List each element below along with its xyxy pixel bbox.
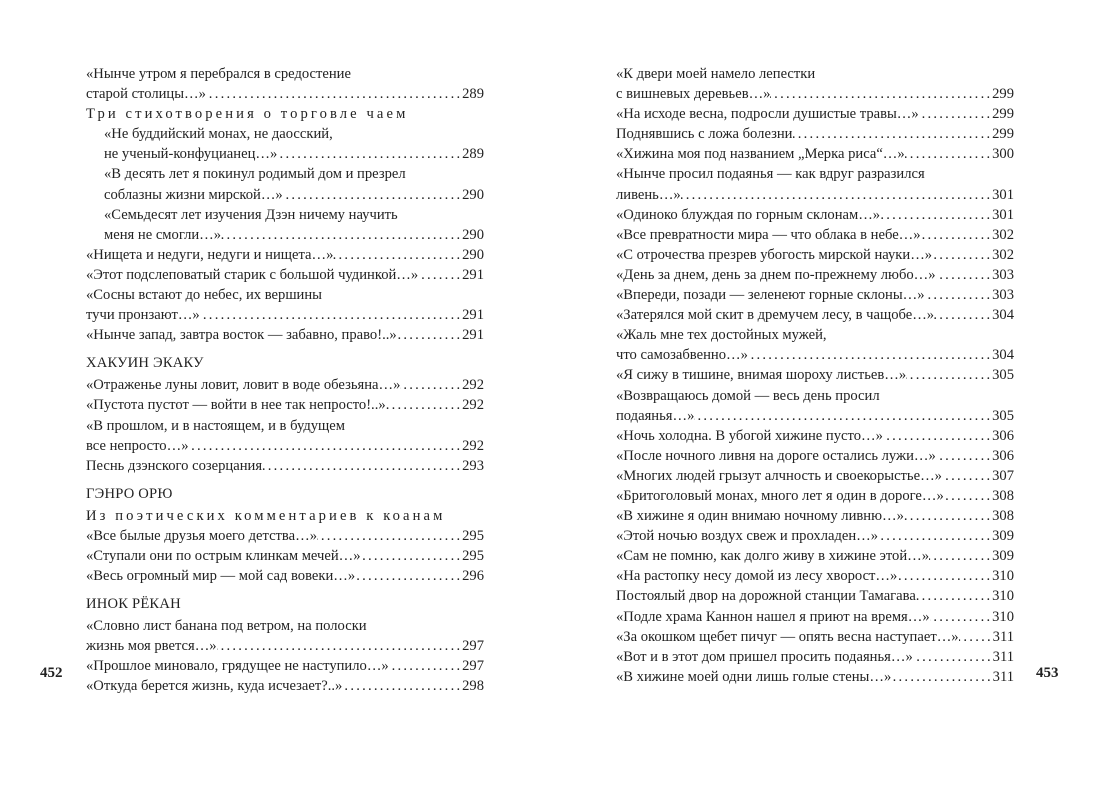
toc-entry-line <box>86 436 484 456</box>
dot-leader <box>400 375 460 395</box>
dot-leader <box>906 365 990 385</box>
toc-entry-title: старой столицы…» <box>86 86 206 103</box>
toc-entry[interactable] <box>616 526 1014 546</box>
toc-entry-line <box>86 375 484 395</box>
dot-leader <box>934 305 990 325</box>
dot-leader <box>277 144 460 164</box>
toc-entry-line <box>616 144 1014 164</box>
toc-entry[interactable] <box>616 285 1014 305</box>
toc-entry[interactable] <box>616 607 1014 627</box>
toc-entry-title: тучи пронзают…» <box>86 307 200 324</box>
toc-entry-title: «Отраженье луны ловит, ловит в воде обезьяна…» <box>86 377 401 394</box>
toc-entry-title: «Этой ночью воздух свеж и прохладен…» <box>616 528 879 545</box>
toc-entry-line <box>616 506 1014 526</box>
toc-entry[interactable] <box>86 285 484 325</box>
toc-entry-line <box>86 185 484 205</box>
dot-leader <box>921 225 991 245</box>
toc-entry[interactable] <box>86 245 484 265</box>
toc-entry-title: Песнь дзэнского созерцания <box>86 457 263 474</box>
toc-entry-title: «Сосны встают до небес, их вершины <box>86 287 322 304</box>
toc-entry[interactable] <box>616 305 1014 325</box>
toc-entry-line <box>86 64 484 84</box>
toc-page-number: 304 <box>992 307 1014 324</box>
toc-entry-title: «Нынче просил подаянья — как вдруг разразился <box>616 166 925 183</box>
toc-page-number: 299 <box>992 86 1014 103</box>
toc-entry-title: «Сам не помню, как долго живу в хижине этой…» <box>616 548 930 565</box>
toc-entry-title: «За окошком щебет пичуг — опять весна наступает…» <box>616 628 959 645</box>
dot-leader <box>389 656 460 676</box>
toc-entry-title: «В хижине я один внимаю ночному ливню…» <box>616 508 904 525</box>
toc-entry-line <box>616 305 1014 325</box>
toc-page-number: 302 <box>992 226 1014 243</box>
toc-entry-title: «Этот подслеповатый старик с большой чудинкой…» <box>86 266 419 283</box>
dot-leader <box>897 566 990 586</box>
toc-entry-title: «В прошлом, и в настоящем, и в будущем <box>86 417 345 434</box>
toc-entry-line <box>86 546 484 566</box>
toc-entry-line <box>616 526 1014 546</box>
section-subheading: Из поэтических комментариев к коанам <box>86 507 446 524</box>
toc-page-number: 292 <box>462 397 484 414</box>
toc-entry[interactable] <box>616 225 1014 245</box>
toc-page-number: 290 <box>462 186 484 203</box>
toc-entry-line <box>86 164 484 184</box>
toc-page-number: 301 <box>992 206 1014 223</box>
toc-entry-line <box>86 285 484 305</box>
toc-entry-line <box>86 225 484 245</box>
dot-leader <box>770 84 990 104</box>
toc-entry-title: «Возвращаюсь домой — весь день просил <box>616 387 880 404</box>
toc-entry-title: «К двери моей намело лепестки <box>616 66 816 82</box>
toc-entry-title: «Многих людей грызут алчность и своекорыстье…» <box>616 467 942 484</box>
toc-page-number: 289 <box>462 86 484 103</box>
toc-entry-line <box>616 586 1014 606</box>
toc-page-number: 289 <box>462 146 484 163</box>
toc-page-number: 308 <box>992 487 1014 504</box>
dot-leader <box>355 566 460 586</box>
toc-page-number: 297 <box>462 658 484 675</box>
toc-entry-title: «Бритоголовый монах, много лет я один в дороге…» <box>616 487 944 504</box>
left-page-toc <box>86 64 484 697</box>
toc-entry-title: с вишневых деревьев…» <box>616 86 771 103</box>
page-number-right: 453 <box>1036 665 1059 681</box>
toc-entry[interactable] <box>616 667 1014 687</box>
toc-entry-title: что самозабвенно…» <box>616 347 748 364</box>
toc-page-number: 307 <box>992 467 1014 484</box>
toc-entry-line <box>616 607 1014 627</box>
toc-entry-line <box>86 616 484 636</box>
toc-entry-title: «Ночь холодна. В убогой хижине пусто…» <box>616 427 883 444</box>
toc-entry[interactable] <box>616 426 1014 446</box>
toc-entry[interactable] <box>86 566 484 586</box>
toc-entry-line <box>616 667 1014 687</box>
toc-page-number: 295 <box>462 527 484 544</box>
toc-page-number: 306 <box>992 427 1014 444</box>
dot-leader <box>793 124 991 144</box>
toc-entry-line <box>616 285 1014 305</box>
dot-leader <box>262 456 460 476</box>
toc-entry-line <box>616 225 1014 245</box>
dot-leader <box>883 426 990 446</box>
dot-leader <box>878 526 990 546</box>
toc-entry-line <box>86 205 484 225</box>
toc-entry[interactable] <box>616 386 1014 426</box>
dot-leader <box>905 144 990 164</box>
toc-entry-line <box>616 647 1014 667</box>
section-heading: ИНОК РЁКАН <box>86 596 181 613</box>
dot-leader <box>206 84 460 104</box>
toc-entry[interactable] <box>86 325 484 345</box>
toc-entry-line <box>86 395 484 415</box>
toc-entry-line <box>616 365 1014 385</box>
toc-entry-title: «Нынче утром я перебрался в средостение <box>86 66 351 82</box>
toc-page-number: 299 <box>992 106 1014 123</box>
toc-entry-title: «Прошлое миновало, грядущее не наступило…» <box>86 658 389 675</box>
toc-entry-line <box>616 84 1014 104</box>
toc-page-number: 303 <box>992 287 1014 304</box>
toc-entry-line <box>616 64 1014 84</box>
toc-entry-line <box>616 466 1014 486</box>
dot-leader <box>929 546 990 566</box>
toc-entry-line <box>86 124 484 144</box>
toc-entry-title: «Нынче запад, завтра восток — забавно, право!..» <box>86 327 397 344</box>
toc-page-number: 292 <box>462 377 484 394</box>
toc-page-number: 292 <box>462 437 484 454</box>
toc-entry-line <box>86 325 484 345</box>
toc-entry[interactable] <box>616 124 1014 144</box>
toc-entry-title: «В хижине моей одни лишь голые стены…» <box>616 668 892 685</box>
toc-entry[interactable] <box>86 395 484 415</box>
dot-leader <box>217 636 461 656</box>
toc-entry-line <box>616 205 1014 225</box>
right-page-toc <box>616 64 1014 687</box>
toc-entry-line <box>616 104 1014 124</box>
toc-entry-title: «На исходе весна, подросли душистые травы…» <box>616 106 919 123</box>
toc-entry[interactable] <box>86 164 484 204</box>
toc-entry-line <box>616 164 1014 184</box>
toc-entry-line <box>616 546 1014 566</box>
toc-page-number: 290 <box>462 226 484 243</box>
dot-leader <box>936 446 990 466</box>
toc-entry-line <box>86 84 484 104</box>
toc-entry-title: «Я сижу в тишине, внимая шороху листьев…» <box>616 367 907 384</box>
toc-entry[interactable] <box>86 416 484 456</box>
toc-page-number: 310 <box>992 588 1014 605</box>
toc-entry-title: «Не буддийский монах, не даосский, <box>104 126 333 143</box>
toc-page-number: 296 <box>462 568 484 585</box>
toc-entry-line <box>86 245 484 265</box>
toc-entry-line <box>86 305 484 325</box>
toc-entry-title: «Все былые друзья моего детства…» <box>86 527 317 544</box>
toc-entry-title: ливень…» <box>616 186 681 203</box>
toc-entry[interactable] <box>616 647 1014 667</box>
toc-entry[interactable] <box>616 506 1014 526</box>
dot-leader <box>333 245 460 265</box>
toc-entry[interactable] <box>616 546 1014 566</box>
toc-page-number: 302 <box>992 246 1014 263</box>
toc-entry-line <box>86 656 484 676</box>
dot-leader <box>936 265 991 285</box>
toc-entry-line <box>86 526 484 546</box>
dot-leader <box>418 265 460 285</box>
toc-entry-title: подаянья…» <box>616 407 695 424</box>
toc-entry-title: «Подле храма Каннон нашел я приют на время…» <box>616 608 930 625</box>
dot-leader <box>748 345 990 365</box>
toc-entry[interactable] <box>616 486 1014 506</box>
toc-entry[interactable] <box>616 205 1014 225</box>
dot-leader <box>944 486 990 506</box>
dot-leader <box>361 546 461 566</box>
toc-entry-line <box>616 406 1014 426</box>
toc-entry[interactable] <box>86 526 484 546</box>
toc-entry-line <box>616 446 1014 466</box>
toc-page-number: 291 <box>462 307 484 324</box>
toc-entry-line <box>86 144 484 164</box>
toc-page-number: 310 <box>992 568 1014 585</box>
toc-entry[interactable] <box>616 164 1014 204</box>
toc-entry-title: «Ступали они по острым клинкам мечей…» <box>86 547 361 564</box>
dot-leader <box>932 245 990 265</box>
dot-leader <box>200 305 460 325</box>
toc-entry-title: «После ночного ливня на дороге остались лужи…» <box>616 447 936 464</box>
toc-entry-title: «Вот и в этот дом пришел просить подаянья…» <box>616 648 913 665</box>
toc-page-number: 293 <box>462 457 484 474</box>
dot-leader <box>221 225 460 245</box>
section-heading: ГЭНРО ОРЮ <box>86 485 173 502</box>
toc-entry-title: «Впереди, позади — зеленеют горные склоны…» <box>616 287 925 304</box>
toc-entry-title: «Весь огромный мир — мой сад вовеки…» <box>86 568 356 585</box>
toc-entry-title: «Одиноко блуждая по горным склонам…» <box>616 206 881 223</box>
toc-entry-line <box>616 325 1014 345</box>
toc-entry[interactable] <box>86 656 484 676</box>
toc-entry-title: Постоялый двор на дорожной станции Тамагава <box>616 588 916 605</box>
toc-entry[interactable] <box>86 375 484 395</box>
section-subheading: Три стихотворения о торговле чаем <box>86 106 409 123</box>
toc-entry[interactable] <box>86 265 484 285</box>
toc-entry-line <box>616 386 1014 406</box>
toc-entry-line <box>86 636 484 656</box>
toc-page-number: 310 <box>992 608 1014 625</box>
toc-page-number: 297 <box>462 638 484 655</box>
toc-entry[interactable] <box>616 365 1014 385</box>
toc-entry-title: Поднявшись с ложа болезни <box>616 126 793 143</box>
dot-leader <box>942 466 990 486</box>
toc-entry[interactable] <box>86 546 484 566</box>
toc-entry[interactable] <box>616 566 1014 586</box>
toc-entry[interactable] <box>86 616 484 656</box>
toc-entry-line <box>616 124 1014 144</box>
dot-leader <box>283 185 460 205</box>
toc-entry[interactable] <box>86 124 484 164</box>
toc-entry-title: «В десять лет я покинул родимый дом и презрел <box>104 166 406 183</box>
dot-leader <box>930 607 990 627</box>
toc-entry-title: «Откуда берется жизнь, куда исчезает?..» <box>86 678 343 695</box>
toc-entry-title: жизнь моя рвется…» <box>86 638 217 655</box>
dot-leader <box>317 526 460 546</box>
toc-entry-line <box>86 566 484 586</box>
toc-entry[interactable] <box>616 325 1014 365</box>
dot-leader <box>916 586 990 606</box>
toc-entry-title: «Нищета и недуги, недуги и нищета…» <box>86 246 334 263</box>
dot-leader <box>681 185 990 205</box>
toc-page-number: 299 <box>992 126 1014 143</box>
toc-page-number: 306 <box>992 447 1014 464</box>
toc-entry-title: «Все превратности мира — что облака в небе…» <box>616 226 921 243</box>
dot-leader <box>880 205 990 225</box>
dot-leader <box>925 285 991 305</box>
toc-page-number: 311 <box>992 628 1014 645</box>
toc-entry-line <box>616 345 1014 365</box>
toc-entry-title: меня не смогли…» <box>104 226 222 243</box>
dot-leader <box>386 395 460 415</box>
toc-entry-title: «Семьдесят лет изучения Дзэн ничему научить <box>104 206 398 223</box>
toc-entry-line <box>616 566 1014 586</box>
toc-entry-line <box>86 265 484 285</box>
toc-entry-title: не ученый-конфуцианец…» <box>104 146 278 163</box>
toc-entry-line <box>616 426 1014 446</box>
toc-entry-line <box>616 627 1014 647</box>
toc-entry-title: «Жаль мне тех достойных мужей, <box>616 327 827 344</box>
toc-entry[interactable] <box>86 64 484 104</box>
toc-entry[interactable] <box>616 104 1014 124</box>
toc-entry-line <box>86 416 484 436</box>
toc-page-number: 311 <box>992 648 1014 665</box>
dot-leader <box>694 406 990 426</box>
toc-entry-line <box>86 676 484 696</box>
dot-leader <box>342 676 460 696</box>
section-heading: ХАКУИН ЭКАКУ <box>86 355 204 372</box>
toc-entry[interactable] <box>616 586 1014 606</box>
dot-leader <box>397 325 460 345</box>
toc-page-number: 291 <box>462 266 484 283</box>
toc-entry-title: «Затерялся мой скит в дремучем лесу, в чащобе…» <box>616 307 935 324</box>
toc-page-number: 309 <box>992 548 1014 565</box>
toc-entry-line <box>86 456 484 476</box>
toc-entry-title: «Хижина моя под названием „Мерка риса“…» <box>616 146 905 163</box>
toc-entry[interactable] <box>616 466 1014 486</box>
dot-leader <box>189 436 461 456</box>
toc-page-number: 311 <box>992 668 1014 685</box>
toc-page-number: 295 <box>462 547 484 564</box>
dot-leader <box>913 647 991 667</box>
dot-leader <box>904 506 990 526</box>
toc-entry[interactable] <box>86 205 484 245</box>
toc-entry[interactable] <box>86 676 484 696</box>
toc-page-number: 298 <box>462 678 484 695</box>
dot-leader <box>891 667 990 687</box>
toc-page-number: 303 <box>992 266 1014 283</box>
toc-entry-title: «День за днем, день за днем по-прежнему любо…» <box>616 266 936 283</box>
toc-page-number: 305 <box>992 407 1014 424</box>
toc-entry-title: соблазны жизни мирской…» <box>104 186 283 203</box>
page-number-left: 452 <box>40 665 63 681</box>
toc-page-number: 300 <box>992 146 1014 163</box>
toc-entry-title: все непросто…» <box>86 437 189 454</box>
toc-entry-line <box>616 265 1014 285</box>
toc-entry-title: «С отрочества презрев убогость мирской науки…» <box>616 246 933 263</box>
toc-entry-title: «Пустота пустот — войти в нее так непросто!..» <box>86 397 386 414</box>
toc-entry-title: «Словно лист банана под ветром, на полоски <box>86 618 367 635</box>
toc-page-number: 290 <box>462 246 484 263</box>
toc-page-number: 291 <box>462 327 484 344</box>
toc-entry[interactable] <box>616 64 1014 104</box>
toc-entry-line <box>616 185 1014 205</box>
toc-entry[interactable] <box>616 265 1014 285</box>
dot-leader <box>959 627 991 647</box>
toc-entry-line <box>616 245 1014 265</box>
toc-page-number: 304 <box>992 347 1014 364</box>
dot-leader <box>919 104 990 124</box>
toc-entry[interactable] <box>616 245 1014 265</box>
toc-entry[interactable] <box>616 144 1014 164</box>
toc-entry[interactable] <box>616 627 1014 647</box>
toc-page-number: 308 <box>992 508 1014 525</box>
toc-page-number: 301 <box>992 186 1014 203</box>
toc-page-number: 305 <box>992 367 1014 384</box>
toc-entry-line <box>616 486 1014 506</box>
toc-entry[interactable] <box>86 456 484 476</box>
toc-entry-title: «На растопку несу домой из лесу хворост…» <box>616 568 898 585</box>
toc-entry[interactable] <box>616 446 1014 466</box>
toc-page-number: 309 <box>992 528 1014 545</box>
